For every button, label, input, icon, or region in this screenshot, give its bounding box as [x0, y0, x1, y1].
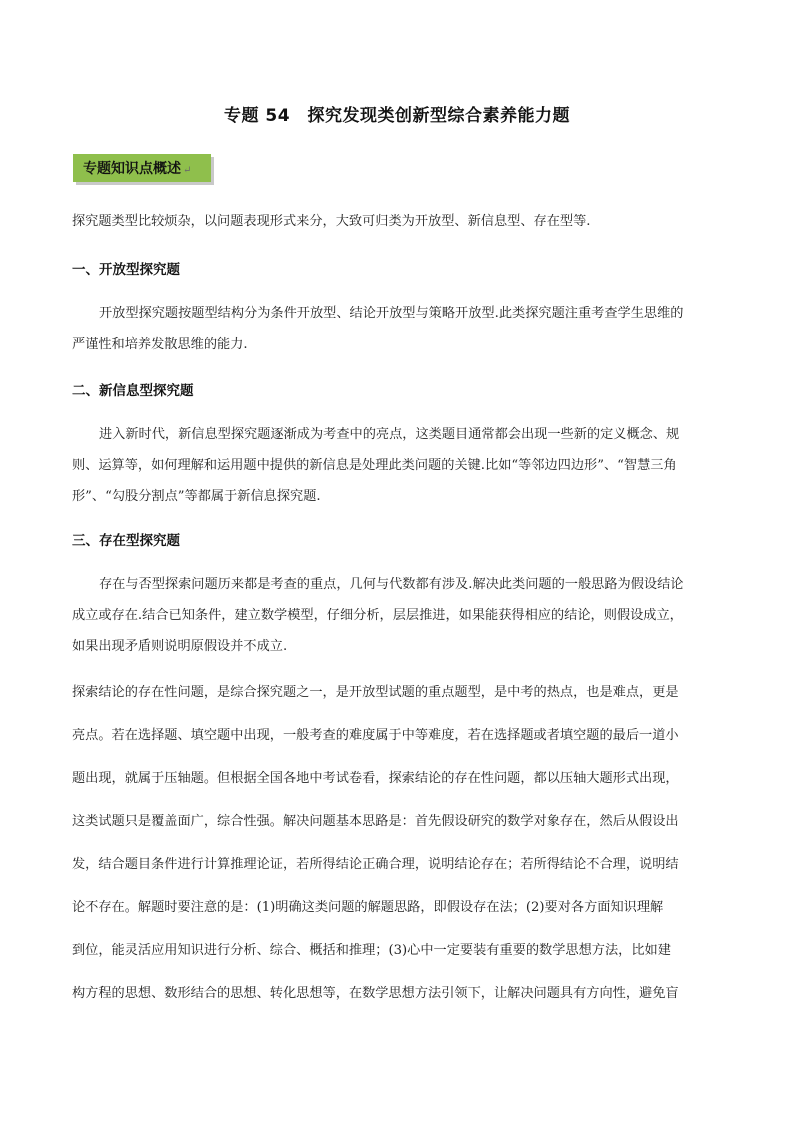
- intro-paragraph: 探究题类型比较烦杂，以问题表现形式来分，大致可归类为开放型、新信息型、存在型等.: [72, 214, 591, 229]
- closing-line: 构方程的思想、数形结合的思想、转化思想等，在数学思想方法引领下，让解决问题具有方向性，避免盲: [72, 986, 679, 1001]
- section-badge: [73, 154, 211, 182]
- badge-label: 专题知识点概述: [83, 161, 181, 177]
- paragraph-line: 存在与否型探索问题历来都是考查的重点，几何与代数都有涉及.解决此类问题的一般思路为假设结论: [99, 577, 684, 592]
- paragraph-line: 进入新时代，新信息型探究题逐渐成为考查中的亮点，这类题目通常都会出现一些新的定义概念、规: [99, 427, 680, 442]
- paragraph-line: 严谨性和培养发散思维的能力.: [72, 337, 248, 352]
- paragraph-line: 如果出现矛盾则说明原假设并不成立.: [72, 639, 288, 654]
- closing-line: 论不存在。解题时要注意的是：(1)明确这类问题的解题思路，即假设存在法；(2)要对各方面知识理解: [72, 900, 664, 915]
- paragraph-line: 成立或存在.结合已知条件，建立数学模型，仔细分析，层层推进，如果能获得相应的结论，则假设成立，: [72, 608, 683, 623]
- paragraph-return-icon: ↵: [183, 164, 192, 176]
- section-heading-existence: 三、存在型探究题: [72, 533, 180, 549]
- closing-line: 探索结论的存在性问题，是综合探究题之一，是开放型试题的重点题型，是中考的热点，也是难点，更是: [72, 685, 679, 700]
- paragraph-line: 开放型探究题按题型结构分为条件开放型、结论开放型与策略开放型.此类探究题注重考查学生思维的: [99, 306, 684, 321]
- paragraph-line: 则、运算等，如何理解和运用题中提供的新信息是处理此类问题的关键.比如“等邻边四边形”、“智慧三角: [72, 458, 677, 473]
- paragraph-line: 形”、“勾股分割点”等都属于新信息探究题.: [72, 489, 321, 504]
- closing-line: 到位，能灵活应用知识进行分析、综合、概括和推理；(3)心中一定要装有重要的数学思想方法，比如建: [72, 943, 671, 958]
- closing-line: 题出现，就属于压轴题。但根据全国各地中考试卷看，探索结论的存在性问题，都以压轴大题形式出现，: [72, 771, 679, 786]
- section-heading-open: 一、开放型探究题: [72, 262, 180, 278]
- section-heading-new-info: 二、新信息型探究题: [72, 383, 194, 399]
- closing-line: 发，结合题目条件进行计算推理论证，若所得结论正确合理，说明结论存在；若所得结论不合理，说明结: [72, 857, 679, 872]
- closing-line: 这类试题只是覆盖面广，综合性强。解决问题基本思路是：首先假设研究的数学对象存在，然后从假设出: [72, 814, 679, 829]
- closing-line: 亮点。若在选择题、填空题中出现，一般考查的难度属于中等难度，若在选择题或者填空题的最后一道小: [72, 728, 679, 743]
- page-title: 专题 54 探究发现类创新型综合素养能力题: [223, 106, 571, 126]
